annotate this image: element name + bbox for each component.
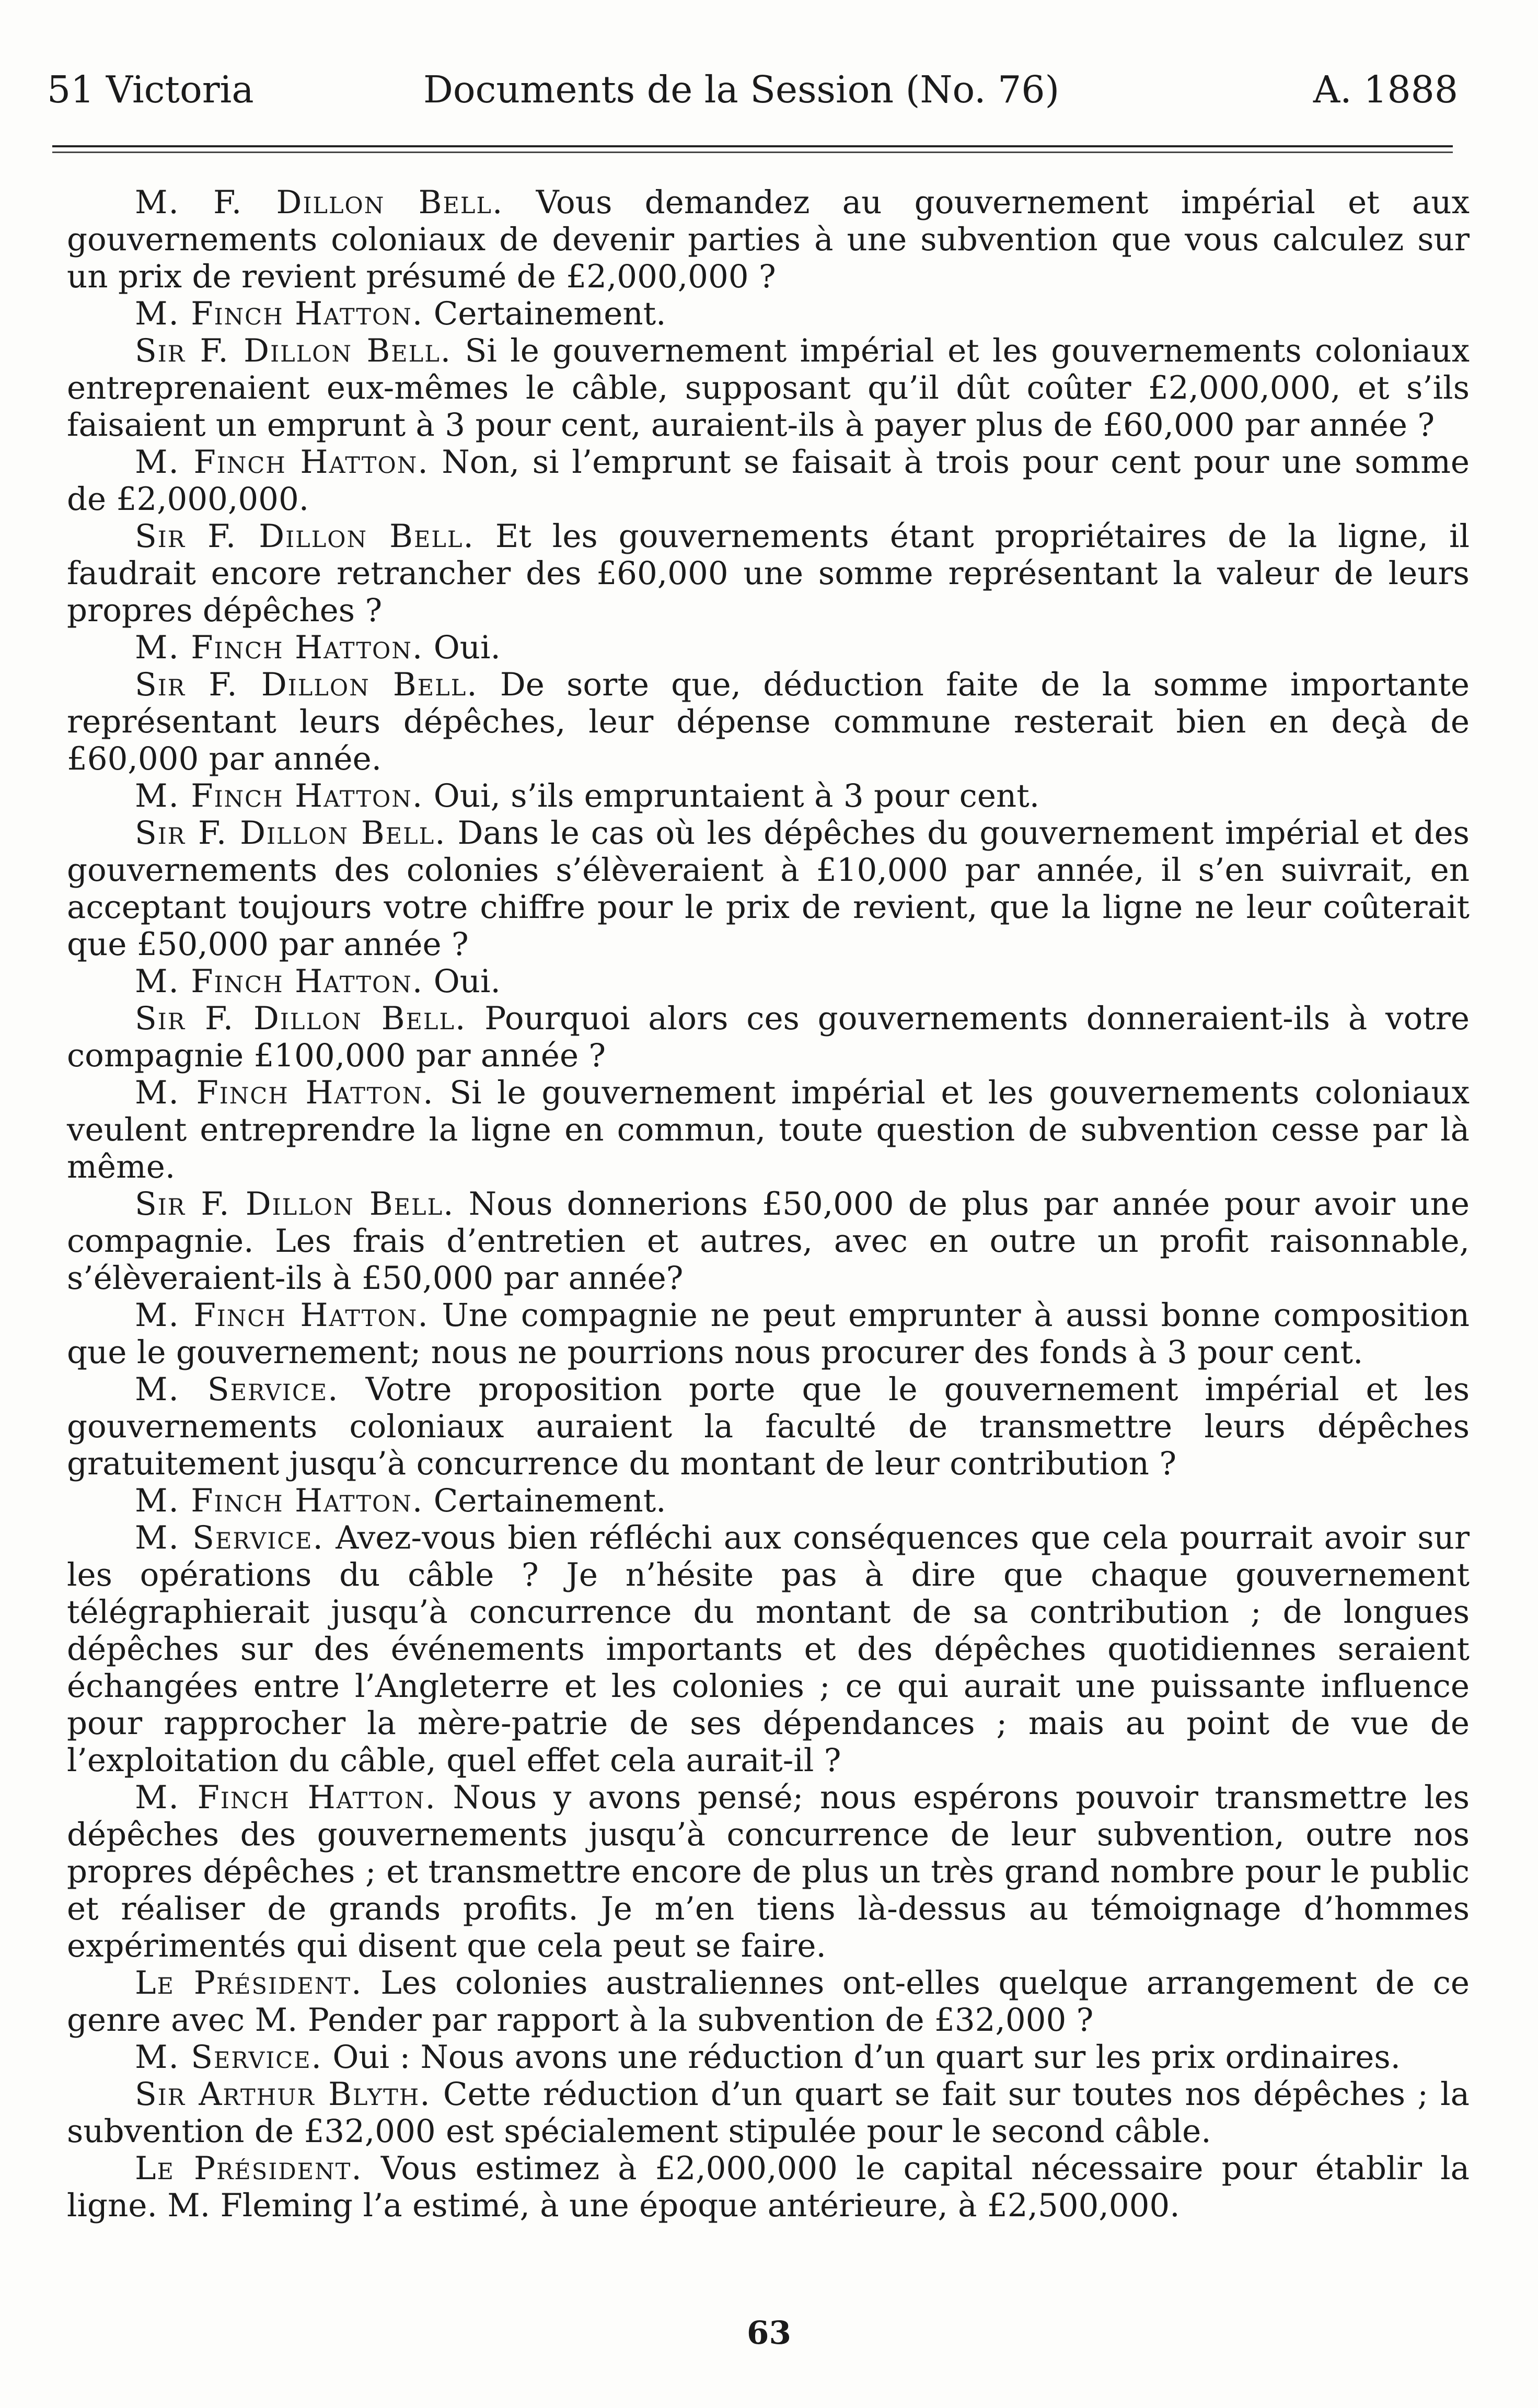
speech-text: Oui. xyxy=(433,629,501,666)
paragraph xyxy=(67,1297,1470,1371)
speech-text: Si le gouvernement impérial et les gouvernements coloniaux veulent entreprendre la ligne en commun, toute question de subvention cesse par là même. xyxy=(67,1074,1470,1185)
paragraph xyxy=(67,1519,1470,1779)
speaker: Sir F. Dillon Bell. xyxy=(135,1000,467,1037)
header-volume: 51 Victoria xyxy=(47,68,254,111)
running-header xyxy=(47,57,1458,115)
speaker: M. Finch Hatton. xyxy=(135,444,429,481)
speaker: Sir Arthur Blyth. xyxy=(135,2076,431,2113)
paragraph xyxy=(67,963,1470,1000)
speech-text: Si le gouvernement impérial et les gouvernements coloniaux entreprenaient eux-mêmes le câble, supposant qu’il dût coûter £2,000,000, et s’ils faisaient un emprunt à 3 pour cent, auraient-ils à payer plus de £60,000 par année ? xyxy=(67,332,1470,444)
paragraph xyxy=(67,1482,1470,1519)
speech-text: Pourquoi alors ces gouvernements donneraient-ils à votre compagnie £100,000 par année ? xyxy=(67,1000,1470,1074)
speech-text: Oui, s’ils empruntaient à 3 pour cent. xyxy=(433,777,1040,815)
paragraph xyxy=(67,1371,1470,1482)
speech-text: Dans le cas où les dépêches du gouvernement impérial et des gouvernements des colonies s’élèveraient à £10,000 par année, il s’en suivrait, en acceptant toujours votre chiffre pour le prix de revient, que la ligne ne leur coûterait que £50,000 par année ? xyxy=(67,815,1470,963)
paragraph xyxy=(67,777,1470,815)
paragraph xyxy=(67,184,1470,295)
speaker: M. Service. xyxy=(135,1519,324,1556)
speech-text: Les colonies australiennes ont-elles quelque arrangement de ce genre avec M. Pender par rapport à la subvention de £32,000 ? xyxy=(67,1964,1470,2039)
speech-text: Vous estimez à £2,000,000 le capital nécessaire pour établir la ligne. M. Fleming l’a estimé, à une époque antérieure, à £2,500,000. xyxy=(67,2150,1470,2224)
paragraph xyxy=(67,666,1470,777)
header-title: Documents de la Session (No. 76) xyxy=(423,68,1060,111)
header-rule-thin xyxy=(52,152,1453,153)
speech-text: Avez-vous bien réfléchi aux conséquences que cela pourrait avoir sur les opérations du câble ? Je n’hésite pas à dire que chaque gouvernement télégraphierait jusqu’à concurrence du montant de sa contribution ; de longues dépêches sur des événements importants et des dépêches quotidiennes seraient échangées entre l’Angleterre et les colonies ; ce qui aurait une puissante influence pour rapprocher la mère-patrie de ses dépendances ; mais au point de vue de l’exploitation du câble, quel effet cela aurait-il ? xyxy=(67,1519,1470,1779)
paragraph xyxy=(67,332,1470,444)
speech-text: Vous demandez au gouvernement impérial et aux gouvernements coloniaux de devenir parties à une subvention que vous calculez sur un prix de revient présumé de £2,000,000 ? xyxy=(67,184,1470,295)
speaker: Le Président. xyxy=(135,1964,363,2002)
speaker: M. Finch Hatton. xyxy=(135,629,424,666)
speaker: M. Finch Hatton. xyxy=(135,777,424,815)
paragraph xyxy=(67,1074,1470,1185)
speech-text: Votre proposition porte que le gouvernement impérial et les gouvernements coloniaux auraient la faculté de transmettre leurs dépêches gratuitement jusqu’à concurrence du montant de leur contribution ? xyxy=(67,1371,1470,1482)
testimony-body xyxy=(67,184,1470,2224)
speech-text: Certainement. xyxy=(433,1482,666,1519)
page-number: 63 xyxy=(747,2314,791,2352)
speech-text: Nous y avons pensé; nous espérons pouvoir transmettre les dépêches des gouvernements jusqu’à concurrence de leur subvention, outre nos propres dépêches ; et transmettre encore de plus un très grand nombre pour le public et réaliser de grands profits. Je m’en tiens là-dessus au témoignage d’hommes expérimentés qui disent que cela peut se faire. xyxy=(67,1779,1470,1964)
speaker: M. Finch Hatton. xyxy=(135,963,424,1000)
speech-text: Et les gouvernements étant propriétaires de la ligne, il faudrait encore retrancher des £60,000 une somme représentant la valeur de leurs propres dépêches ? xyxy=(67,518,1470,629)
paragraph xyxy=(67,2039,1470,2076)
speaker: M. Finch Hatton. xyxy=(135,1482,424,1519)
speaker: M. Finch Hatton. xyxy=(135,295,424,332)
paragraph xyxy=(67,295,1470,332)
paragraph xyxy=(67,1000,1470,1074)
speaker: M. Finch Hatton. xyxy=(135,1297,429,1334)
speaker: Sir F. Dillon Bell. xyxy=(135,332,452,369)
paragraph xyxy=(67,1779,1470,1964)
paragraph xyxy=(67,2076,1470,2150)
paragraph xyxy=(67,629,1470,666)
paragraph xyxy=(67,1964,1470,2039)
speaker: M. Finch Hatton. xyxy=(135,1779,436,1816)
header-year: A. 1888 xyxy=(1313,68,1458,111)
speaker: Sir F. Dillon Bell. xyxy=(135,1185,455,1223)
speech-text: Nous donnerions £50,000 de plus par année pour avoir une compagnie. Les frais d’entretien et autres, avec en outre un profit raisonnable, s’élèveraient-ils à £50,000 par année? xyxy=(67,1185,1470,1297)
paragraph xyxy=(67,2150,1470,2224)
speaker: M. Service. xyxy=(135,2039,322,2076)
speaker: M. Service. xyxy=(135,1371,339,1408)
speaker: M. F. Dillon Bell. xyxy=(135,184,504,221)
speech-text: Une compagnie ne peut emprunter à aussi bonne composition que le gouvernement; nous ne pourrions nous procurer des fonds à 3 pour cent. xyxy=(67,1297,1470,1371)
speech-text: Oui. xyxy=(433,963,501,1000)
speech-text: Certainement. xyxy=(433,295,666,332)
paragraph xyxy=(67,815,1470,963)
header-rule xyxy=(52,145,1453,147)
speaker: Le Président. xyxy=(135,2150,363,2187)
speaker: Sir F. Dillon Bell. xyxy=(135,815,446,852)
speaker: M. Finch Hatton. xyxy=(135,1074,434,1111)
speaker: Sir F. Dillon Bell. xyxy=(135,518,475,555)
speaker: Sir F. Dillon Bell. xyxy=(135,666,478,703)
paragraph xyxy=(67,1185,1470,1297)
paragraph xyxy=(67,444,1470,518)
speech-text: De sorte que, déduction faite de la somme importante représentant leurs dépêches, leur dépense commune resterait bien en deçà de £60,000 par année. xyxy=(67,666,1470,777)
speech-text: Cette réduction d’un quart se fait sur toutes nos dépêches ; la subvention de £32,000 est spécialement stipulée pour le second câble. xyxy=(67,2076,1470,2150)
speech-text: Oui : Nous avons une réduction d’un quart sur les prix ordinaires. xyxy=(332,2039,1401,2076)
paragraph xyxy=(67,518,1470,629)
speech-text: Non, si l’emprunt se faisait à trois pour cent pour une somme de £2,000,000. xyxy=(67,444,1470,518)
